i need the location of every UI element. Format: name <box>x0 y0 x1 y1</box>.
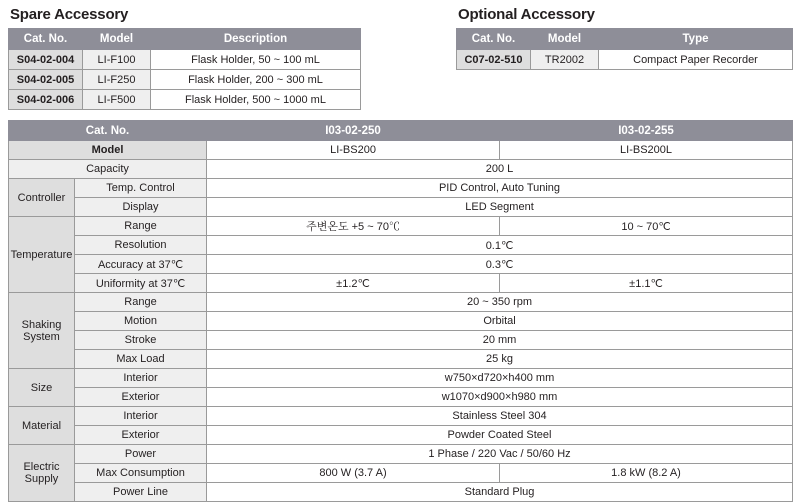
spec-value: Standard Plug <box>207 483 793 502</box>
spec-header-row <box>9 121 793 141</box>
spec-value-col1: ±1.2℃ <box>207 274 500 293</box>
spec-value: w750×d720×h400 mm <box>207 369 793 388</box>
spec-row-max-consumption <box>9 464 793 483</box>
cell-type: Compact Paper Recorder <box>599 50 793 70</box>
spec-sub-label: Interior <box>75 407 207 426</box>
cell-description: Flask Holder, 500 ~ 1000 mL <box>151 90 361 110</box>
spec-group-temperature: Temperature <box>9 217 75 293</box>
spec-value: 0.3℃ <box>207 255 793 274</box>
cell-cat-no: C07-02-510 <box>457 50 531 70</box>
spec-sub-label: Motion <box>75 312 207 331</box>
spec-row-stroke <box>9 331 793 350</box>
spec-sub-label: Range <box>75 217 207 236</box>
spec-sub-label: Capacity <box>9 160 207 179</box>
spec-group-electric-supply: Electric Supply <box>9 445 75 502</box>
spec-row-temp-control <box>9 179 793 198</box>
spec-row-material-interior <box>9 407 793 426</box>
spec-sub-label: Max Load <box>75 350 207 369</box>
table-row <box>9 70 361 90</box>
specification-table <box>8 120 793 502</box>
spec-row-accuracy <box>9 255 793 274</box>
spec-model-value-2: LI-BS200L <box>500 141 793 160</box>
column-header-type: Type <box>599 29 793 50</box>
spec-sub-label: Stroke <box>75 331 207 350</box>
spec-sub-label: Interior <box>75 369 207 388</box>
spec-value: LED Segment <box>207 198 793 217</box>
spec-value: w1070×d900×h980 mm <box>207 388 793 407</box>
column-header-cat-no: Cat. No. <box>457 29 531 50</box>
spec-header-model-1: I03-02-250 <box>207 121 500 141</box>
spec-row-temp-range <box>9 217 793 236</box>
spec-model-row <box>9 141 793 160</box>
spec-row-size-exterior <box>9 388 793 407</box>
spec-header-cat-no: Cat. No. <box>9 121 207 141</box>
table-row <box>9 50 361 70</box>
spec-sub-label: Display <box>75 198 207 217</box>
cell-description: Flask Holder, 50 ~ 100 mL <box>151 50 361 70</box>
spec-group-size: Size <box>9 369 75 407</box>
spec-group-controller: Controller <box>9 179 75 217</box>
layout-spacer <box>360 6 456 110</box>
spec-value-col1: 주변온도 +5 ~ 70℃ <box>207 217 500 236</box>
spec-sub-label: Accuracy at 37℃ <box>75 255 207 274</box>
spec-sub-label: Max Consumption <box>75 464 207 483</box>
optional-accessory-block <box>456 6 792 110</box>
column-header-model: Model <box>83 29 151 50</box>
spec-value: Orbital <box>207 312 793 331</box>
spec-value: Stainless Steel 304 <box>207 407 793 426</box>
specification-area <box>0 110 800 502</box>
spec-value: 200 L <box>207 160 793 179</box>
spec-value: 20 ~ 350 rpm <box>207 293 793 312</box>
spec-sub-label: Power Line <box>75 483 207 502</box>
cell-description: Flask Holder, 200 ~ 300 mL <box>151 70 361 90</box>
spec-sub-label: Resolution <box>75 236 207 255</box>
spec-row-motion <box>9 312 793 331</box>
spec-sub-label: Exterior <box>75 388 207 407</box>
spare-accessory-block <box>8 6 360 110</box>
spec-sub-label: Range <box>75 293 207 312</box>
spec-group-shaking-system: Shaking System <box>9 293 75 369</box>
optional-accessory-table <box>456 28 793 70</box>
spec-value-col2: 1.8 kW (8.2 A) <box>500 464 793 483</box>
column-header-model: Model <box>531 29 599 50</box>
spec-header-model-2: I03-02-255 <box>500 121 793 141</box>
spec-value: 25 kg <box>207 350 793 369</box>
spec-value: 0.1℃ <box>207 236 793 255</box>
cell-model: LI-F100 <box>83 50 151 70</box>
spare-accessory-table <box>8 28 361 110</box>
spec-value-col2: ±1.1℃ <box>500 274 793 293</box>
cell-model: LI-F500 <box>83 90 151 110</box>
optional-accessory-title: Optional Accessory <box>458 6 595 23</box>
table-row <box>9 90 361 110</box>
spec-value: PID Control, Auto Tuning <box>207 179 793 198</box>
cell-model: TR2002 <box>531 50 599 70</box>
spec-row-display <box>9 198 793 217</box>
spare-accessory-title: Spare Accessory <box>10 6 129 23</box>
table-header-row <box>457 29 793 50</box>
cell-cat-no: S04-02-005 <box>9 70 83 90</box>
spec-row-size-interior <box>9 369 793 388</box>
spec-row-power <box>9 445 793 464</box>
cell-cat-no: S04-02-004 <box>9 50 83 70</box>
spec-sub-label: Exterior <box>75 426 207 445</box>
spec-value: 20 mm <box>207 331 793 350</box>
spec-model-value-1: LI-BS200 <box>207 141 500 160</box>
cell-cat-no: S04-02-006 <box>9 90 83 110</box>
spec-model-label: Model <box>9 141 207 160</box>
spec-row-power-line <box>9 483 793 502</box>
spec-value: 1 Phase / 220 Vac / 50/60 Hz <box>207 445 793 464</box>
spec-value-col2: 10 ~ 70℃ <box>500 217 793 236</box>
table-row <box>457 50 793 70</box>
spec-row-resolution <box>9 236 793 255</box>
column-header-cat-no: Cat. No. <box>9 29 83 50</box>
spec-row-max-load <box>9 350 793 369</box>
spec-sub-label: Power <box>75 445 207 464</box>
table-header-row <box>9 29 361 50</box>
spec-sub-label: Uniformity at 37℃ <box>75 274 207 293</box>
spec-row-material-exterior <box>9 426 793 445</box>
spec-row-uniformity <box>9 274 793 293</box>
column-header-description: Description <box>151 29 361 50</box>
spec-row-capacity <box>9 160 793 179</box>
cell-model: LI-F250 <box>83 70 151 90</box>
spec-value-col1: 800 W (3.7 A) <box>207 464 500 483</box>
spec-group-material: Material <box>9 407 75 445</box>
accessory-tables-area <box>0 0 800 110</box>
spec-value: Powder Coated Steel <box>207 426 793 445</box>
spec-row-shaking-range <box>9 293 793 312</box>
spec-sub-label: Temp. Control <box>75 179 207 198</box>
